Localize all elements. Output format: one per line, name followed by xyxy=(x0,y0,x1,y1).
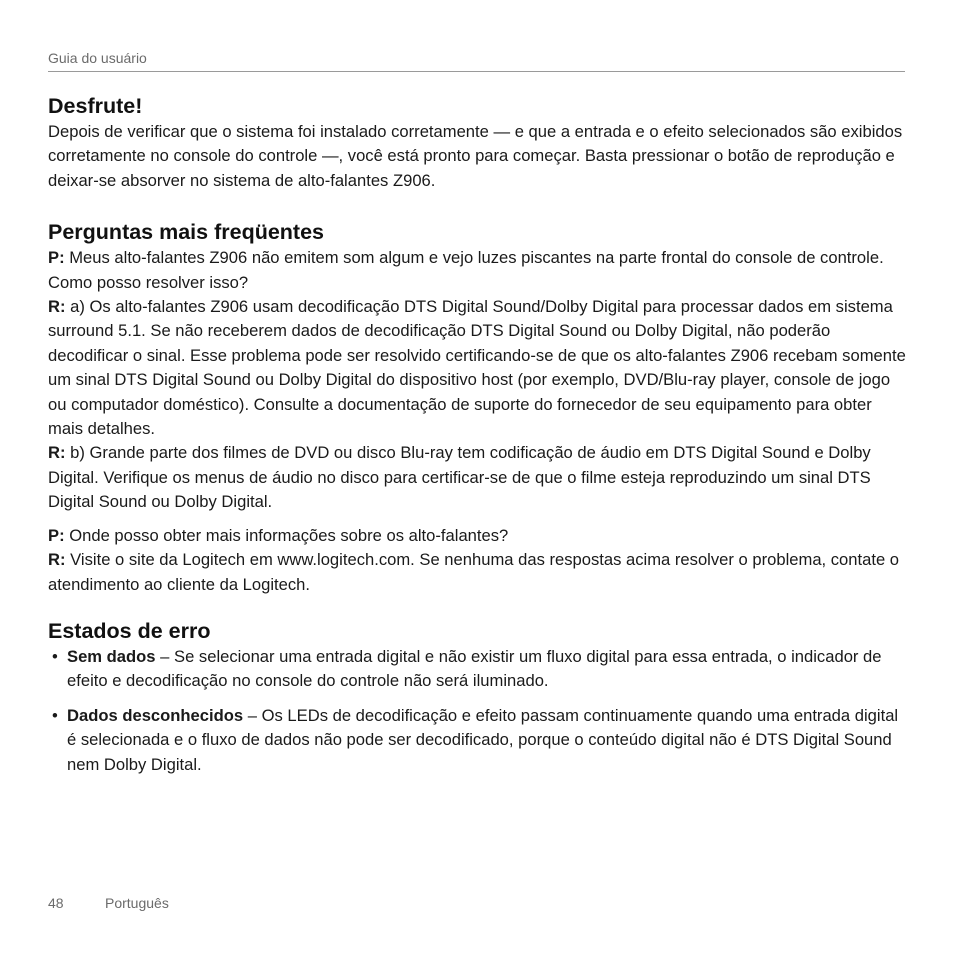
question-label: P: xyxy=(48,248,65,268)
running-header: Guia do usuário xyxy=(48,50,147,66)
error-description: Se selecionar uma entrada digital e não existir um fluxo digital para essa entrada, o indicador de efeito e decodificação no console do controle não será iluminado. xyxy=(67,646,882,691)
question-text: Onde posso obter mais informações sobre os alto-falantes? xyxy=(69,525,509,545)
bullet-icon: • xyxy=(52,646,58,666)
error-item-unknown-data xyxy=(48,704,908,777)
question-label: P: xyxy=(48,525,65,545)
faq-answer-1a xyxy=(48,295,908,441)
error-term: Dados desconhecidos xyxy=(67,705,244,725)
faq-section xyxy=(48,218,908,597)
enjoy-heading: Desfrute! xyxy=(48,94,143,118)
page-number: 48 xyxy=(48,895,64,911)
enjoy-section xyxy=(48,92,908,193)
faq-answer-2 xyxy=(48,548,908,597)
faq-question-1 xyxy=(48,246,908,295)
answer-text: a) Os alto-falantes Z906 usam decodificação DTS Digital Sound/Dolby Digital para processar dados em sistema surround 5.1. Se não receberem dados de decodificação DTS Digital Sound ou Dolby Digital, não poderão decodificar o sinal. Esse problema pode ser resolvido certificando-se de que os alto-falantes Z906 recebam somente um sinal DTS Digital Sound ou Dolby Digital do dispositivo host (por exemplo, DVD/Blu-ray player, console de jogo ou computador doméstico). Consulte a documentação de suporte do fornecedor de seu equipamento para obter mais detalhes. xyxy=(48,297,906,439)
error-description: Os LEDs de decodificação e efeito passam continuamente quando uma entrada digital é selecionada e o fluxo de dados não pode ser decodificado, porque o conteúdo digital não é DTS Digital Sound nem Dolby Digital. xyxy=(67,705,899,774)
error-term: Sem dados xyxy=(67,646,156,666)
dash-separator: – xyxy=(247,705,257,725)
question-text: Meus alto-falantes Z906 não emitem som algum e vejo luzes piscantes na parte frontal do console de controle. Como posso resolver isso? xyxy=(48,248,884,292)
error-item-no-data xyxy=(48,645,908,694)
error-states-section xyxy=(48,617,908,777)
dash-separator: – xyxy=(160,646,170,666)
page-content xyxy=(48,92,908,777)
answer-text: Visite o site da Logitech em www.logitech.com. Se nenhuma das respostas acima resolver o problema, contate o atendimento ao cliente da Logitech. xyxy=(48,550,900,594)
answer-label: R: xyxy=(48,443,66,463)
answer-text: b) Grande parte dos filmes de DVD ou disco Blu-ray tem codificação de áudio em DTS Digital Sound e Dolby Digital. Verifique os menus de áudio no disco para certificar-se de que o filme esteja reproduzindo um sinal DTS Digital Sound ou Dolby Digital. xyxy=(48,443,871,512)
faq-answer-1b xyxy=(48,441,908,514)
enjoy-paragraph: Depois de verificar que o sistema foi instalado corretamente — e que a entrada e o efeito selecionados são exibidos corretamente no console do controle —, você está pronto para começar. Basta pressionar o botão de reprodução e deixar-se absorver no sistema de alto-falantes Z906. xyxy=(48,122,903,190)
error-states-heading: Estados de erro xyxy=(48,618,211,643)
header-divider xyxy=(48,71,905,72)
footer-language: Português xyxy=(105,895,169,911)
faq-heading: Perguntas mais freqüentes xyxy=(48,220,325,245)
bullet-icon: • xyxy=(52,705,58,725)
answer-label: R: xyxy=(48,297,66,317)
answer-label: R: xyxy=(48,550,66,570)
faq-question-2 xyxy=(48,524,908,548)
